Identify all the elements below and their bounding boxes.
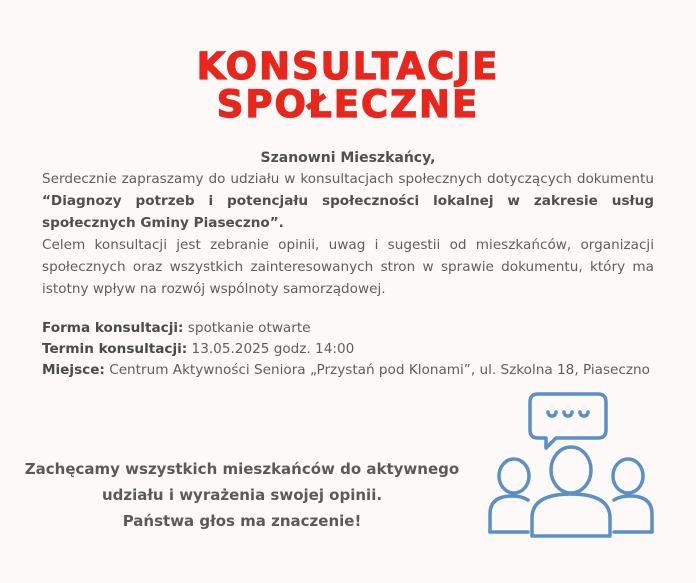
intro-p1-text: Serdecznie zapraszamy do udziału w konsultacjach społecznych dotyczących dokumentu (42, 171, 654, 187)
people-group-icon (490, 447, 652, 536)
detail-place-label: Miejsce: (42, 362, 105, 378)
speech-bubble-icon (530, 394, 606, 448)
illustration (476, 390, 666, 540)
detail-date-value: 13.05.2025 godz. 14:00 (187, 341, 355, 357)
intro-p2-text: Celem konsultacji jest zebranie opinii, uwag i sugestii od mieszkańców, organizacji społecznych oraz wszystkich zainteresowanych stron w sprawie dokumentu, który ma istotny wpływ na rozwój wspólnoty samorządowej. (42, 237, 654, 297)
title-line-2: SPOŁECZNE (216, 83, 480, 126)
cta-line-2: udziału i wyrażenia swojej opinii. (101, 486, 383, 504)
detail-form-label: Forma konsultacji: (42, 320, 184, 336)
document-title: “Diagnozy potrzeb i potencjału społeczności lokalnej w zakresie usług społecznych Gminy Piaseczno”. (42, 193, 654, 231)
call-to-action (12, 456, 472, 534)
detail-date-label: Termin konsultacji: (42, 341, 188, 357)
title-line-1: KONSULTACJE (196, 45, 500, 88)
greeting: Szanowni Mieszkańcy, (260, 150, 436, 166)
detail-form (42, 318, 672, 339)
detail-place (42, 360, 672, 381)
page-title (0, 45, 696, 126)
detail-place-value: Centrum Aktywności Seniora „Przystań pod Klonami”, ul. Szkolna 18, Piaseczno (104, 362, 650, 378)
cta-line-3: Państwa głos ma znaczenie! (122, 512, 362, 530)
intro-text (42, 168, 654, 300)
consultation-details (42, 318, 672, 381)
cta-line-1: Zachęcamy wszystkich mieszkańców do aktywnego (24, 460, 460, 478)
detail-form-value: spotkanie otwarte (183, 320, 311, 336)
detail-date (42, 339, 672, 360)
